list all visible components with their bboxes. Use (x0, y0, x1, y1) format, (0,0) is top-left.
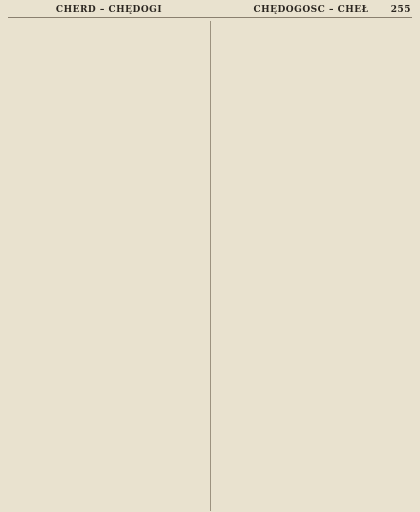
running-head-left: CHERD – CHĘDOGI (55, 5, 163, 15)
column-divider (210, 21, 211, 511)
running-head (8, 5, 412, 17)
text-columns (8, 17, 412, 511)
left-column (8, 21, 202, 511)
page-number: 255 (390, 5, 411, 15)
running-head-right: CHĘDOGOSC – CHEŁ (253, 5, 369, 15)
right-column (219, 21, 413, 511)
